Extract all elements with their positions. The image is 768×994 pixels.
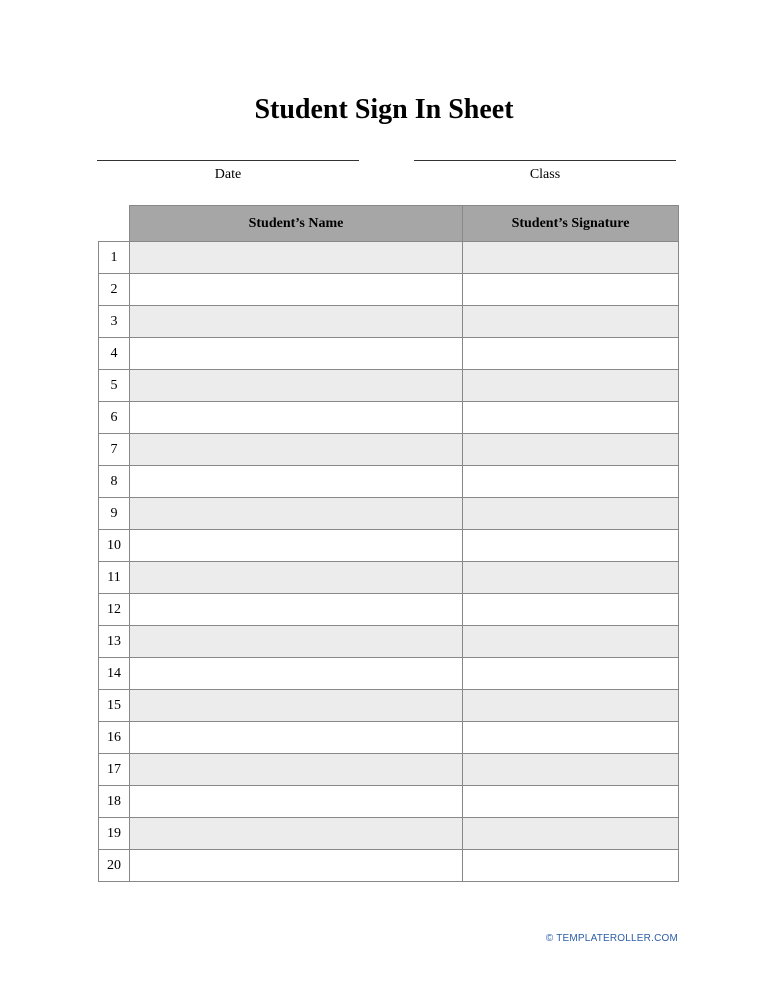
student-signature-cell[interactable]	[463, 338, 679, 370]
student-name-cell[interactable]	[130, 626, 463, 658]
table-row	[99, 594, 679, 626]
student-name-cell[interactable]	[130, 722, 463, 754]
student-name-cell[interactable]	[130, 562, 463, 594]
row-number: 18	[99, 786, 130, 818]
student-name-cell[interactable]	[130, 754, 463, 786]
table-row	[99, 434, 679, 466]
student-signature-cell[interactable]	[463, 562, 679, 594]
class-label: Class	[529, 167, 561, 182]
student-signature-cell[interactable]	[463, 370, 679, 402]
student-signature-cell[interactable]	[463, 274, 679, 306]
student-name-cell[interactable]	[130, 690, 463, 722]
table-row	[99, 498, 679, 530]
student-name-cell[interactable]	[130, 818, 463, 850]
header-student-signature: Student’s Signature	[463, 206, 679, 242]
student-name-cell[interactable]	[130, 274, 463, 306]
student-name-cell[interactable]	[130, 786, 463, 818]
student-name-cell[interactable]	[130, 594, 463, 626]
table-row	[99, 786, 679, 818]
table-row	[99, 338, 679, 370]
class-line	[414, 160, 676, 161]
table-row	[99, 658, 679, 690]
table-row	[99, 562, 679, 594]
student-name-cell[interactable]	[130, 402, 463, 434]
row-number: 1	[99, 242, 130, 274]
student-name-cell[interactable]	[130, 850, 463, 882]
class-field[interactable]	[414, 160, 676, 183]
student-name-cell[interactable]	[130, 338, 463, 370]
row-number: 11	[99, 562, 130, 594]
date-field[interactable]	[97, 160, 359, 183]
student-signature-cell[interactable]	[463, 818, 679, 850]
student-name-cell[interactable]	[130, 530, 463, 562]
student-name-cell[interactable]	[130, 242, 463, 274]
table-row	[99, 530, 679, 562]
row-number: 3	[99, 306, 130, 338]
row-number: 19	[99, 818, 130, 850]
table-row	[99, 274, 679, 306]
table-row	[99, 242, 679, 274]
row-number: 7	[99, 434, 130, 466]
table-row	[99, 370, 679, 402]
student-signature-cell[interactable]	[463, 786, 679, 818]
table-corner	[99, 206, 130, 242]
row-number: 13	[99, 626, 130, 658]
row-number: 6	[99, 402, 130, 434]
table-row	[99, 466, 679, 498]
row-number: 8	[99, 466, 130, 498]
student-signature-cell[interactable]	[463, 466, 679, 498]
date-label: Date	[214, 167, 242, 182]
student-signature-cell[interactable]	[463, 434, 679, 466]
student-signature-cell[interactable]	[463, 242, 679, 274]
row-number: 14	[99, 658, 130, 690]
student-name-cell[interactable]	[130, 434, 463, 466]
student-name-cell[interactable]	[130, 498, 463, 530]
student-signature-cell[interactable]	[463, 594, 679, 626]
table-row	[99, 690, 679, 722]
row-number: 12	[99, 594, 130, 626]
student-signature-cell[interactable]	[463, 626, 679, 658]
table-row	[99, 850, 679, 882]
date-line	[97, 160, 359, 161]
student-name-cell[interactable]	[130, 658, 463, 690]
table-row	[99, 722, 679, 754]
row-number: 2	[99, 274, 130, 306]
row-number: 4	[99, 338, 130, 370]
table-row	[99, 754, 679, 786]
student-name-cell[interactable]	[130, 370, 463, 402]
row-number: 20	[99, 850, 130, 882]
student-signature-cell[interactable]	[463, 850, 679, 882]
row-number: 5	[99, 370, 130, 402]
row-number: 17	[99, 754, 130, 786]
table-row	[99, 306, 679, 338]
student-signature-cell[interactable]	[463, 658, 679, 690]
table-header-row	[99, 206, 679, 242]
row-number: 10	[99, 530, 130, 562]
page-title: Student Sign In Sheet	[254, 94, 514, 125]
student-signature-cell[interactable]	[463, 306, 679, 338]
student-signature-cell[interactable]	[463, 722, 679, 754]
row-number: 16	[99, 722, 130, 754]
table-row	[99, 402, 679, 434]
table-row	[99, 818, 679, 850]
footer-copyright: © TEMPLATEROLLER.COM	[545, 933, 678, 944]
student-signature-cell[interactable]	[463, 498, 679, 530]
student-name-cell[interactable]	[130, 306, 463, 338]
student-signature-cell[interactable]	[463, 402, 679, 434]
student-signature-cell[interactable]	[463, 690, 679, 722]
row-number: 9	[99, 498, 130, 530]
header-student-name: Student’s Name	[130, 206, 463, 242]
table-row	[99, 626, 679, 658]
row-number: 15	[99, 690, 130, 722]
student-signature-cell[interactable]	[463, 530, 679, 562]
sign-in-table	[98, 205, 679, 882]
student-signature-cell[interactable]	[463, 754, 679, 786]
student-name-cell[interactable]	[130, 466, 463, 498]
